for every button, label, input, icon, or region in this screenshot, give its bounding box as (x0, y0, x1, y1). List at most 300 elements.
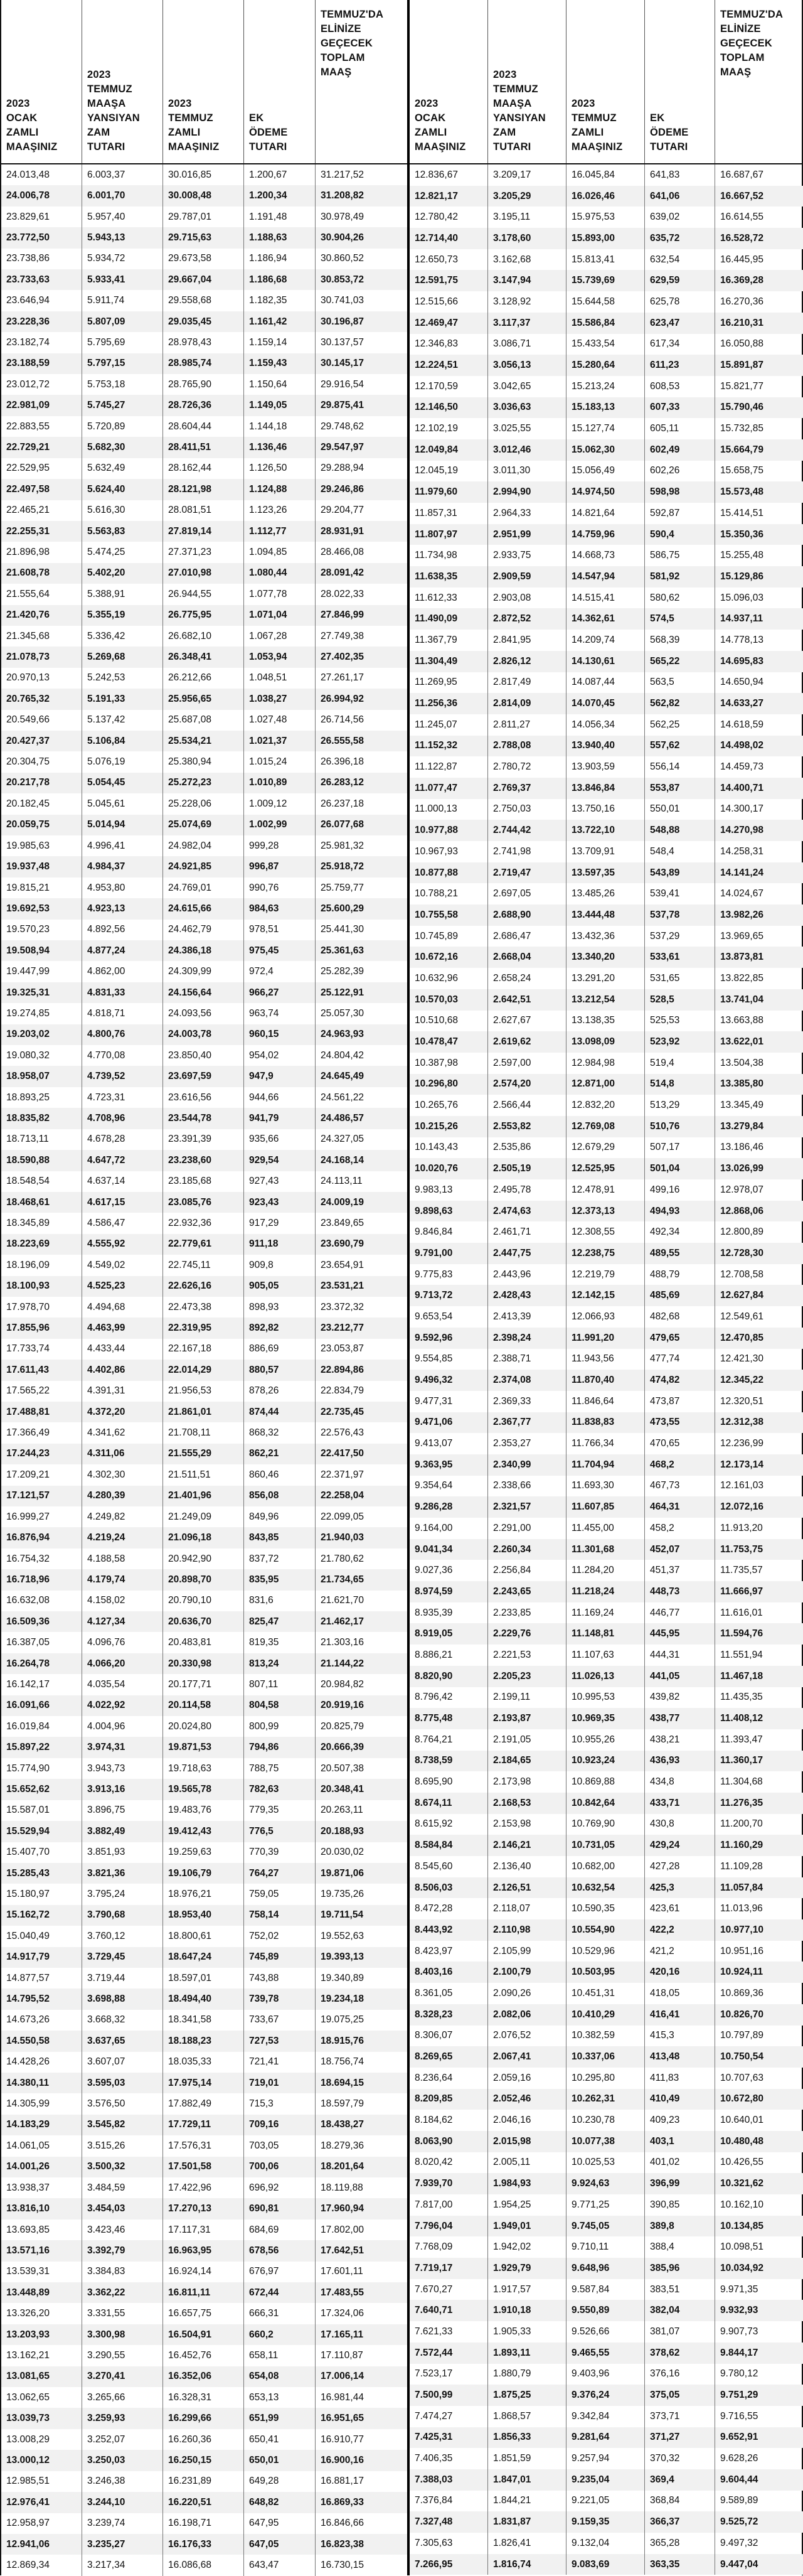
table-cell: 5.943,13 (82, 227, 163, 248)
table-cell: 9.653,54 (410, 1306, 488, 1328)
table-cell: 29.748,62 (321, 421, 364, 432)
table-cell: 15.213,24 (566, 376, 645, 397)
table-row (1, 1695, 407, 1716)
table-cell: 5.137,42 (82, 710, 163, 731)
table-row (410, 1264, 803, 1285)
table-cell: 944,66 (244, 1087, 316, 1108)
table-row (1, 751, 407, 772)
table-cell: 4.127,34 (82, 1611, 163, 1632)
table-cell: 11.693,30 (566, 1476, 645, 1497)
table-cell: 16.198,71 (163, 2513, 244, 2534)
table-cell: 29.288,94 (321, 463, 364, 474)
table-cell: 9.235,04 (566, 2469, 645, 2491)
table-cell: 23.185,68 (163, 1171, 244, 1192)
table-cell: 30.145,17 (321, 358, 364, 369)
table-cell: 9.710,11 (566, 2236, 645, 2258)
table-cell: 10.672,16 (410, 947, 488, 968)
table-cell: 10.265,76 (410, 1095, 488, 1116)
table-cell: 2.841,95 (488, 630, 566, 651)
table-cell: 22.371,97 (321, 1469, 364, 1480)
table-row (410, 1793, 803, 1814)
table-row (410, 1053, 803, 1074)
table-cell: 21.780,62 (321, 1553, 364, 1564)
table-cell: 4.892,56 (82, 920, 163, 940)
table-cell: 10.632,96 (410, 968, 488, 989)
table-cell: 29.715,63 (163, 227, 244, 248)
table-cell: 28.726,36 (163, 395, 244, 416)
table-cell: 14.305,99 (1, 2093, 82, 2114)
table-cell: 12.650,73 (410, 249, 488, 271)
table-cell: 411,83 (645, 2068, 715, 2089)
table-cell: 23.238,60 (163, 1150, 244, 1171)
table-cell: 474,82 (645, 1370, 715, 1391)
table-cell: 12.146,50 (410, 397, 488, 419)
table-cell: 25.057,30 (321, 1007, 364, 1019)
table-cell: 26.212,66 (163, 668, 244, 689)
table-cell: 1.123,26 (244, 500, 316, 521)
table-cell: 10.077,38 (566, 2131, 645, 2152)
table-cell: 9.159,35 (566, 2511, 645, 2533)
table-row (1, 2177, 407, 2198)
table-cell: 3.760,12 (82, 1926, 163, 1946)
table-cell: 1.159,14 (244, 332, 316, 353)
table-cell: 7.572,44 (410, 2343, 488, 2364)
table-cell: 1.067,28 (244, 626, 316, 647)
table-row (410, 2385, 803, 2406)
table-row (410, 164, 803, 186)
table-cell: 12.049,84 (410, 439, 488, 461)
table-cell: 2.256,84 (488, 1560, 566, 1581)
table-cell: 13.039,73 (1, 2408, 82, 2428)
table-cell: 9.780,12 (720, 2368, 758, 2380)
table-cell: 703,05 (244, 2135, 316, 2156)
table-cell: 452,07 (645, 1539, 715, 1560)
table-cell: 436,93 (645, 1751, 715, 1772)
table-cell: 17.422,96 (163, 2177, 244, 2198)
table-row (1, 2219, 407, 2240)
table-cell: 696,92 (244, 2177, 316, 2198)
table-cell: 8.919,05 (410, 1623, 488, 1645)
table-cell: 647,05 (244, 2534, 316, 2555)
table-cell: 18.119,88 (321, 2182, 363, 2193)
table-cell: 24.327,05 (321, 1134, 364, 1145)
table-row (1, 626, 407, 647)
table-cell: 10.426,55 (720, 2157, 763, 2168)
table-row (1, 2010, 407, 2031)
table-cell: 690,81 (244, 2198, 316, 2219)
table-cell: 24.486,57 (321, 1112, 364, 1124)
table-cell: 16.614,55 (720, 212, 763, 223)
table-row (410, 1751, 803, 1772)
table-cell: 10.480,48 (720, 2135, 763, 2147)
header-temmuz-zamli-maas: 2023 TEMMUZ ZAMLI MAAŞINIZ (566, 0, 645, 163)
table-cell: 12.708,58 (720, 1269, 763, 1280)
table-cell: 26.944,55 (163, 584, 244, 604)
table-cell: 13.663,88 (720, 1015, 763, 1026)
table-cell: 1.186,94 (244, 249, 316, 269)
table-cell: 31.217,52 (321, 169, 364, 180)
table-row (410, 1856, 803, 1877)
table-cell: 2.553,82 (488, 1116, 566, 1137)
table-cell: 16.026,46 (566, 186, 645, 207)
table-cell: 2.668,04 (488, 947, 566, 968)
table-cell: 1.149,05 (244, 395, 316, 416)
table-cell: 10.034,92 (720, 2262, 763, 2273)
table-cell: 14.258,31 (720, 845, 763, 857)
table-cell: 8.328,23 (410, 2004, 488, 2026)
table-cell: 7.327,48 (410, 2511, 488, 2533)
table-cell: 4.341,62 (82, 1422, 163, 1443)
table-cell: 30.196,87 (321, 316, 364, 327)
table-cell: 10.025,53 (566, 2152, 645, 2174)
table-cell: 10.877,88 (410, 862, 488, 884)
table-row (410, 291, 803, 313)
table-cell: 420,16 (645, 1962, 715, 1983)
table-cell: 4.800,76 (82, 1024, 163, 1045)
table-row (410, 270, 803, 291)
table-cell: 5.014,94 (82, 815, 163, 835)
table-row (410, 968, 803, 989)
table-cell: 8.738,59 (410, 1751, 488, 1772)
table-cell: 1.191,48 (244, 207, 316, 227)
table-cell: 464,31 (645, 1496, 715, 1518)
table-cell: 23.391,39 (163, 1129, 244, 1150)
table-cell: 20.330,98 (163, 1653, 244, 1674)
table-cell: 880,57 (244, 1360, 316, 1380)
table-cell: 5.934,72 (82, 249, 163, 269)
table-row (1, 1737, 407, 1758)
table-cell: 2.340,99 (488, 1454, 566, 1476)
table-cell: 14.087,44 (566, 672, 645, 694)
table-cell: 12.345,22 (720, 1375, 763, 1386)
table-cell: 649,28 (244, 2471, 316, 2492)
table-cell: 632,54 (645, 249, 715, 271)
table-cell: 13.539,31 (1, 2262, 82, 2282)
table-cell: 8.443,92 (410, 1919, 488, 1941)
table-cell: 3.205,29 (488, 186, 566, 207)
table-cell: 20.919,16 (321, 1700, 364, 1711)
table-cell: 15.658,75 (720, 465, 763, 476)
table-cell: 18.345,89 (1, 1213, 82, 1233)
table-cell: 5.474,25 (82, 542, 163, 562)
table-row (410, 228, 803, 249)
table-cell: 2.443,96 (488, 1264, 566, 1285)
table-cell: 24.386,18 (163, 940, 244, 961)
table-cell: 17.733,74 (1, 1339, 82, 1360)
table-cell: 17.642,51 (321, 2245, 364, 2256)
table-cell: 12.170,59 (410, 376, 488, 397)
table-cell: 513,29 (645, 1095, 715, 1116)
table-cell: 996,87 (244, 856, 316, 877)
table-cell: 8.063,90 (410, 2131, 488, 2152)
table-cell: 12.308,55 (566, 1221, 645, 1243)
table-cell: 20.790,10 (163, 1591, 244, 1611)
table-cell: 25.956,65 (163, 689, 244, 709)
table-cell: 1.161,42 (244, 311, 316, 332)
table-cell: 16.924,14 (163, 2262, 244, 2282)
table-cell: 9.775,83 (410, 1264, 488, 1285)
table-cell: 651,99 (244, 2408, 316, 2428)
table-row (410, 1349, 803, 1370)
table-cell: 1.826,41 (488, 2533, 566, 2554)
table-cell: 12.836,67 (410, 164, 488, 186)
table-cell: 8.584,84 (410, 1835, 488, 1856)
table-cell: 410,49 (645, 2089, 715, 2110)
table-cell: 22.167,18 (163, 1339, 244, 1360)
table-cell: 382,04 (645, 2300, 715, 2321)
table-cell: 25.687,08 (163, 710, 244, 731)
table-row (410, 2216, 803, 2237)
table-cell: 22.576,43 (321, 1427, 364, 1439)
table-cell: 4.770,08 (82, 1045, 163, 1066)
table-cell: 2.168,53 (488, 1793, 566, 1814)
table-row (1, 2387, 407, 2408)
table-cell: 403,1 (645, 2131, 715, 2152)
table-row (410, 1011, 803, 1032)
table-cell: 2.447,75 (488, 1243, 566, 1264)
table-row (410, 1137, 803, 1159)
table-cell: 905,05 (244, 1276, 316, 1297)
table-cell: 17.270,13 (163, 2198, 244, 2219)
table-row (1, 2555, 407, 2575)
table-cell: 20.636,70 (163, 1611, 244, 1632)
table-cell: 972,4 (244, 961, 316, 982)
table-row (410, 1814, 803, 1835)
table-cell: 523,92 (645, 1031, 715, 1053)
table-cell: 489,55 (645, 1243, 715, 1264)
table-row (1, 1674, 407, 1695)
table-cell: 10.478,47 (410, 1031, 488, 1053)
table-cell: 727,53 (244, 2031, 316, 2051)
table-cell: 3.454,03 (82, 2198, 163, 2219)
table-row (410, 1666, 803, 1687)
table-cell: 608,53 (645, 376, 715, 397)
table-cell: 650,01 (244, 2450, 316, 2471)
table-cell: 18.279,36 (321, 2140, 364, 2151)
table-row (410, 1898, 803, 1919)
table-cell: 25.441,30 (321, 924, 364, 935)
table-cell: 26.682,10 (163, 626, 244, 647)
table-cell: 15.407,70 (1, 1842, 82, 1863)
table-cell: 4.035,54 (82, 1674, 163, 1695)
table-cell: 2.566,44 (488, 1095, 566, 1116)
table-cell: 439,82 (645, 1687, 715, 1709)
table-cell: 868,32 (244, 1422, 316, 1443)
table-row (410, 1179, 803, 1201)
table-cell: 20.942,90 (163, 1548, 244, 1569)
table-cell: 9.628,26 (720, 2453, 758, 2464)
table-cell: 418,05 (645, 1983, 715, 2004)
table-cell: 745,89 (244, 1947, 316, 1968)
table-row (410, 461, 803, 482)
table-cell: 9.354,64 (410, 1476, 488, 1497)
header-row-left (1, 0, 407, 164)
table-row (410, 756, 803, 778)
table-row (1, 1591, 407, 1611)
table-cell: 1.816,74 (488, 2554, 566, 2575)
table-cell: 9.589,89 (720, 2495, 758, 2506)
table-cell: 813,24 (244, 1653, 316, 1674)
table-row (410, 503, 803, 524)
table-cell: 17.165,11 (321, 2329, 364, 2340)
table-cell: 9.932,93 (720, 2305, 758, 2316)
table-cell: 16.176,33 (163, 2534, 244, 2555)
table-cell: 25.272,23 (163, 773, 244, 793)
table-cell: 16.951,65 (321, 2413, 364, 2424)
table-cell: 18.597,79 (321, 2098, 364, 2110)
table-cell: 23.544,78 (163, 1108, 244, 1129)
table-cell: 10.869,36 (720, 1987, 763, 1999)
table-cell: 14.633,27 (720, 698, 763, 709)
table-cell: 8.403,16 (410, 1962, 488, 1983)
table-row (410, 2279, 803, 2300)
table-cell: 8.695,90 (410, 1771, 488, 1793)
table-cell: 2.719,47 (488, 862, 566, 884)
table-cell: 423,61 (645, 1898, 715, 1919)
table-cell: 3.178,60 (488, 228, 566, 249)
table-cell: 3.607,07 (82, 2052, 163, 2073)
table-cell: 28.978,43 (163, 332, 244, 353)
table-row (410, 883, 803, 904)
table-cell: 9.907,73 (720, 2326, 758, 2337)
table-cell: 16.632,08 (1, 1591, 82, 1611)
table-cell: 482,68 (645, 1306, 715, 1328)
table-cell: 17.882,49 (163, 2093, 244, 2114)
table-row (1, 961, 407, 982)
table-cell: 28.162,44 (163, 458, 244, 479)
table-cell: 9.554,85 (410, 1349, 488, 1370)
table-cell: 13.279,84 (720, 1120, 763, 1132)
table-cell: 11.467,18 (720, 1670, 763, 1682)
table-cell: 10.977,10 (720, 1924, 763, 1935)
table-row (1, 2513, 407, 2534)
table-cell: 18.188,23 (163, 2031, 244, 2051)
table-cell: 16.220,51 (163, 2492, 244, 2513)
table-cell: 3.086,71 (488, 334, 566, 355)
table-cell: 11.991,20 (566, 1328, 645, 1349)
table-cell: 3.290,55 (82, 2345, 163, 2366)
table-cell: 30.008,48 (163, 185, 244, 206)
table-cell: 23.654,91 (321, 1259, 364, 1270)
table-cell: 11.077,47 (410, 778, 488, 799)
table-cell: 11.943,56 (566, 1349, 645, 1370)
table-cell: 3.244,10 (82, 2492, 163, 2513)
table-row (410, 1095, 803, 1116)
table-cell: 700,06 (244, 2157, 316, 2177)
table-cell: 715,3 (244, 2093, 316, 2114)
table-row (410, 2258, 803, 2279)
table-cell: 2.126,51 (488, 1877, 566, 1899)
table-cell: 9.771,25 (566, 2194, 645, 2216)
table-cell: 819,35 (244, 1632, 316, 1653)
table-cell: 2.872,52 (488, 608, 566, 630)
table-cell: 23.085,76 (163, 1192, 244, 1213)
table-cell: 759,05 (244, 1884, 316, 1904)
table-cell: 17.324,06 (321, 2308, 364, 2319)
table-cell: 9.716,55 (720, 2410, 758, 2422)
table-cell: 10.788,21 (410, 883, 488, 904)
table-cell: 21.303,16 (321, 1637, 364, 1648)
table-cell: 7.500,99 (410, 2385, 488, 2406)
table-cell: 5.933,41 (82, 269, 163, 290)
table-row (410, 947, 803, 968)
table-cell: 3.943,73 (82, 1758, 163, 1779)
table-cell: 19.203,02 (1, 1024, 82, 1045)
table-cell: 12.978,07 (720, 1184, 763, 1195)
table-cell: 9.083,69 (566, 2554, 645, 2575)
table-cell: 22.735,45 (321, 1406, 364, 1417)
table-row (410, 2321, 803, 2343)
table-row (1, 207, 407, 227)
table-cell: 15.433,54 (566, 334, 645, 355)
table-cell: 24.804,42 (321, 1049, 364, 1061)
header-toplam-maas: TEMMUZ'DA ELİNİZE GEÇECEK TOPLAM MAAŞ (321, 9, 384, 78)
table-cell: 14.917,79 (1, 1947, 82, 1968)
table-row (410, 2554, 803, 2575)
table-cell: 9.477,31 (410, 1391, 488, 1412)
table-cell: 3.668,32 (82, 2010, 163, 2031)
table-cell: 15.056,49 (566, 461, 645, 482)
table-cell: 15.790,46 (720, 402, 763, 413)
table-cell: 17.110,87 (321, 2349, 363, 2361)
table-cell: 7.719,17 (410, 2258, 488, 2279)
table-cell: 10.134,85 (720, 2220, 763, 2231)
table-cell: 20.666,39 (321, 1742, 364, 1753)
table-cell: 23.372,32 (321, 1301, 364, 1312)
table-cell: 21.956,53 (163, 1381, 244, 1402)
table-cell: 4.818,71 (82, 1003, 163, 1024)
table-cell: 15.975,53 (566, 207, 645, 228)
table-cell: 8.209,85 (410, 2089, 488, 2110)
table-row (410, 2343, 803, 2364)
table-cell: 3.974,31 (82, 1737, 163, 1758)
table-cell: 1.009,12 (244, 793, 316, 814)
table-row (410, 2511, 803, 2533)
table-cell: 31.208,82 (321, 190, 364, 201)
table-cell: 10.570,03 (410, 989, 488, 1011)
table-cell: 13.186,46 (720, 1142, 763, 1153)
table-row (410, 1496, 803, 1518)
table-cell: 2.015,98 (488, 2131, 566, 2152)
table-cell: 25.282,39 (321, 966, 364, 977)
table-row (1, 2115, 407, 2135)
table-cell: 13.622,01 (720, 1036, 763, 1048)
table-cell: 16.045,84 (566, 164, 645, 186)
table-cell: 451,37 (645, 1560, 715, 1581)
table-row (410, 1391, 803, 1412)
table-cell: 4.249,82 (82, 1506, 163, 1527)
table-cell: 22.319,95 (163, 1318, 244, 1338)
table-cell: 15.529,94 (1, 1821, 82, 1842)
table-row (410, 2110, 803, 2131)
table-cell: 21.896,98 (1, 542, 82, 562)
table-cell: 15.664,79 (720, 444, 763, 455)
table-cell: 26.237,18 (321, 798, 364, 809)
table-cell: 15.586,84 (566, 313, 645, 334)
table-cell: 1.880,79 (488, 2364, 566, 2385)
table-cell: 9.471,06 (410, 1412, 488, 1434)
table-cell: 23.053,87 (321, 1343, 364, 1355)
table-row (1, 500, 407, 521)
table-cell: 4.372,20 (82, 1402, 163, 1422)
table-cell: 11.169,24 (566, 1602, 645, 1624)
header-row-right (410, 0, 803, 164)
table-cell: 17.802,00 (321, 2224, 364, 2235)
table-cell: 4.877,24 (82, 940, 163, 961)
table-cell: 25.074,69 (163, 815, 244, 835)
table-cell: 2.052,46 (488, 2089, 566, 2110)
table-cell: 9.971,35 (720, 2284, 758, 2295)
